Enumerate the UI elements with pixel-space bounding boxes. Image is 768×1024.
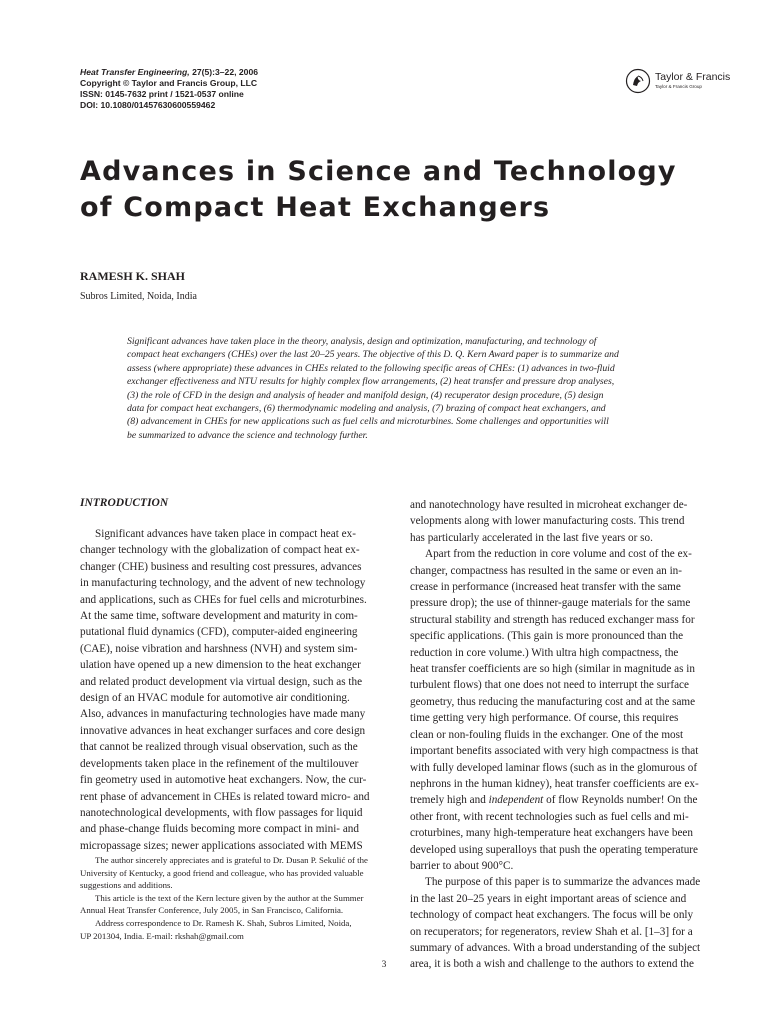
abstract-line: assess (where appropriate) these advances in CHEs related to the following specific areas of CHEs: (1) advances in two-fluid: [127, 362, 615, 374]
journal-volume: 27(5):3–22, 2006: [189, 67, 259, 77]
author-name: RAMESH K. SHAH: [80, 269, 186, 283]
body-line: design of an HVAC module for automotive air conditioning.: [80, 692, 350, 705]
publisher-name: Taylor & Francis: [655, 71, 731, 83]
body-line: geometry, thus reducing the manufacturing cost and at the same: [410, 695, 696, 708]
body-line: Significant advances have taken place in compact heat ex-: [95, 528, 356, 540]
body-line: that cannot be realized through visual observation, such as the: [80, 741, 358, 754]
author-affiliation: Subros Limited, Noida, India: [80, 291, 197, 302]
body-line: nephrons in the human kidney), heat transfer coefficients are ex-: [410, 777, 699, 790]
footnote-line: University of Kentucky, a good friend and colleague, who has provided valuable: [80, 867, 364, 878]
paper-title: [80, 154, 720, 226]
body-line: (CAE), noise vibration and harshness (NVH) and system sim-: [80, 642, 358, 655]
body-line: reduction in core volume.) With ultra high compactness, the: [410, 646, 679, 659]
body-line: At the same time, software development and maturity in com-: [80, 610, 358, 623]
body-line: nanotechnological developments, with flow passages for liquid: [80, 806, 363, 819]
footnote-line: suggestions and additions.: [80, 880, 173, 891]
body-line: structural stability and strength has reduced exchanger mass for: [410, 613, 695, 626]
body-line: developed using superalloys that push the operating temperature: [410, 843, 698, 856]
body-line: Apart from the reduction in core volume and cost of the ex-: [425, 548, 692, 561]
body-line: and phase-change fluids becoming more compact in mini- and: [80, 823, 359, 836]
body-line: Also, advances in manufacturing technologies have made many: [80, 708, 366, 721]
body-line: rent phase of advancement in CHEs is related toward micro- and: [80, 790, 370, 803]
body-line: croturbines, many high-temperature heat exchangers have been: [410, 827, 693, 840]
body-line: putational fluid dynamics (CFD), computer-aided engineering: [80, 626, 358, 639]
doi-line: DOI: 10.1080/01457630600559462: [80, 100, 216, 110]
abstract-line: data for compact heat exchangers, (6) thermodynamic modeling and analysis, (7) brazing of compact heat exchangers, and: [127, 403, 606, 415]
body-line: innovative advances in heat exchanger surfaces and core design: [80, 724, 366, 737]
footnotes: [80, 854, 398, 942]
body-line: micropassage sizes; newer applications associated with MEMS: [80, 839, 363, 852]
title-line: Advances in Science and Technology: [80, 156, 677, 187]
footnote-line: UP 201304, India. E-mail: rkshah@gmail.com: [80, 930, 244, 941]
abstract: [127, 335, 683, 442]
body-line: and related product development via virtual design, such as the: [80, 675, 363, 688]
body-line: changer, compactness has resulted in the same or even an in-: [410, 564, 682, 577]
publisher-group: Taylor & Francis Group: [655, 84, 702, 89]
body-line: and nanotechnology have resulted in microheat exchanger de-: [410, 499, 688, 511]
body-line: important benefits associated with very high compactness is that: [410, 745, 699, 758]
section-heading-introduction: INTRODUCTION: [80, 497, 169, 509]
body-line: fin geometry used in automotive heat exchangers. Now, the cur-: [80, 774, 367, 787]
body-line: summary of advances. With a broad understanding of the subject: [410, 941, 701, 954]
body-line: turbulent flows) that one does not need to interrupt the surface: [410, 679, 689, 692]
emphasized-word: independent: [488, 794, 544, 807]
body-text: tremely high and: [410, 794, 489, 807]
right-column: [410, 497, 727, 973]
abstract-line: (8) advancement in CHEs for new applications such as fuel cells and microturbines. Some challenges and opportunities will: [127, 416, 609, 428]
abstract-line: Significant advances have taken place in the theory, analysis, design and optimization, manufacturing, and technology of: [127, 336, 597, 347]
body-line: technology of compact heat exchangers. The focus will be only: [410, 909, 694, 922]
page-number: 3: [381, 960, 387, 970]
body-line: other front, with recent technologies such as fuel cells and mi-: [410, 810, 689, 823]
journal-name: Heat Transfer Engineering,: [80, 67, 190, 77]
body-line: on recuperators; for regenerators, review Shah et al. [1–3] for a: [410, 925, 693, 938]
publisher-logo: [625, 67, 735, 97]
body-line: ulation have opened up a new dimension to the heat exchanger: [80, 659, 361, 672]
body-line: heat transfer coefficients are so high (similar in magnitude as in: [410, 663, 695, 676]
footnote-line: This article is the text of the Kern lecture given by the author at the Summer: [95, 892, 364, 903]
abstract-line: compact heat exchangers (CHEs) over the last 20–25 years. The objective of this D. Q. Kern Award paper is to summarize and: [127, 349, 619, 361]
publisher-emblem-icon: [625, 68, 651, 94]
abstract-line: exchanger effectiveness and NTU results for highly complex flow arrangements, (2) heat transfer and pressure drop analyses,: [127, 376, 615, 388]
body-line: in manufacturing technology, and the advent of new technology: [80, 577, 366, 590]
body-line: pressure drop); the use of thinner-gauge materials for the same: [410, 597, 691, 610]
body-line: changer technology with the globalization of compact heat ex-: [80, 544, 360, 557]
abstract-line: be summarized to advance the science and technology further.: [127, 429, 368, 441]
footnote-line: Address correspondence to Dr. Ramesh K. Shah, Subros Limited, Noida,: [95, 917, 352, 928]
body-line: The purpose of this paper is to summarize the advances made: [425, 876, 701, 889]
body-line: changer (CHE) business and resulting cost pressures, advances: [80, 560, 362, 573]
body-line: has particularly accelerated in the last five years or so.: [410, 531, 653, 544]
journal-line: [80, 67, 258, 78]
body-line: with fully developed laminar flows (such as in the glomurous of: [410, 761, 698, 774]
body-line: clean or non-fouling fluids in the exchanger. One of the most: [410, 728, 684, 741]
body-line: crease in performance (increased heat transfer with the same: [410, 581, 681, 594]
left-column: [80, 495, 397, 854]
footnote-line: Annual Heat Transfer Conference, July 2005, in San Francisco, California.: [80, 905, 344, 916]
body-line: time getting very high performance. Of course, this requires: [410, 712, 679, 725]
body-line: barrier to about 900°C.: [410, 859, 514, 872]
title-line: of Compact Heat Exchangers: [80, 192, 551, 223]
body-line-with-emphasis: [410, 792, 727, 808]
body-line: velopments along with lower manufacturing costs. This trend: [410, 515, 685, 528]
body-line: specific applications. (This gain is more pronounced than the: [410, 630, 684, 643]
footnote-line: The author sincerely appreciates and is grateful to Dr. Dusan P. Sekulić of the: [95, 855, 368, 865]
body-line: in the last 20–25 years in eight important areas of science and: [410, 892, 687, 905]
body-line: and applications, such as CHEs for fuel cells and microturbines.: [80, 593, 367, 606]
body-line: area, it is both a wish and challenge to the authors to extend the: [410, 958, 694, 971]
abstract-line: (3) the role of CFD in the design and analysis of header and manifold design, (4) recuperator design procedure, (5) design: [127, 389, 604, 401]
body-text: of flow Reynolds number! On the: [543, 794, 698, 807]
copyright-line: Copyright © Taylor and Francis Group, LLC: [80, 78, 258, 88]
body-line: developments taken place in the refinement of the multilouver: [80, 757, 359, 770]
journal-citation: [80, 67, 258, 111]
issn-line: ISSN: 0145-7632 print / 1521-0537 online: [80, 89, 244, 99]
